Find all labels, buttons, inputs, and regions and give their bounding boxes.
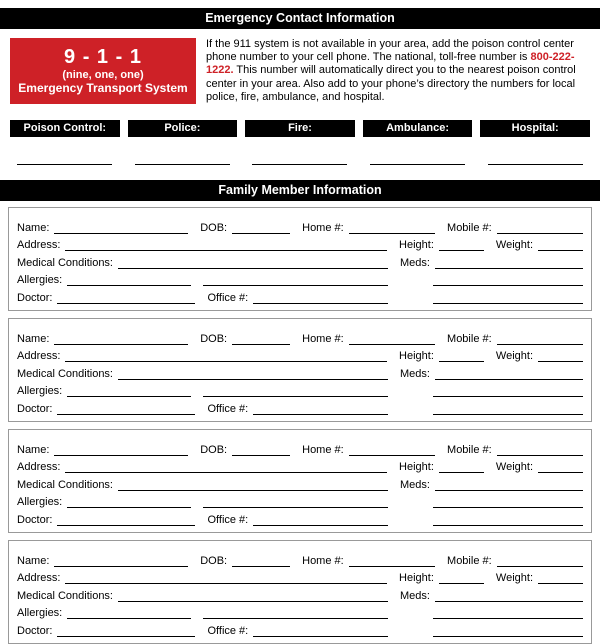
poison-control-fill-line bbox=[17, 164, 112, 165]
meds-label: Meds: bbox=[400, 478, 430, 491]
meds-continuation-line-1 bbox=[433, 617, 583, 619]
badge-911-number: 9 - 1 - 1 bbox=[64, 46, 142, 69]
family-member-box bbox=[8, 540, 592, 644]
address-label: Address: bbox=[17, 461, 61, 474]
contact-label-poison-control: Poison Control: bbox=[10, 120, 120, 137]
address-label: Address: bbox=[17, 350, 61, 363]
height-fill-line bbox=[439, 360, 484, 362]
meds-fill-line bbox=[435, 267, 583, 269]
member-row-address-height-weight bbox=[17, 345, 583, 363]
doctor-label: Doctor: bbox=[17, 513, 53, 526]
address-label: Address: bbox=[17, 572, 61, 585]
meds-continuation-line-1 bbox=[433, 506, 583, 508]
weight-label: Weight: bbox=[495, 572, 533, 585]
dob-label: DOB: bbox=[200, 443, 228, 456]
medical-conditions-fill-line bbox=[118, 378, 388, 380]
member-row-medical-meds bbox=[17, 251, 583, 269]
name-label: Name: bbox=[17, 443, 50, 456]
weight-label: Weight: bbox=[495, 239, 533, 252]
allergies-extra-fill-line bbox=[203, 395, 388, 397]
member-row-address-height-weight bbox=[17, 567, 583, 585]
member-row-doctor-office bbox=[17, 397, 583, 415]
doctor-fill-line bbox=[57, 524, 195, 526]
height-label: Height: bbox=[399, 572, 434, 585]
meds-continuation-line-2 bbox=[433, 413, 583, 415]
allergies-label: Allergies: bbox=[17, 496, 63, 509]
member-row-allergies bbox=[17, 602, 583, 620]
weight-fill-line bbox=[538, 360, 583, 362]
address-fill-line bbox=[65, 249, 387, 251]
allergies-label: Allergies: bbox=[17, 274, 63, 287]
doctor-label: Doctor: bbox=[17, 402, 53, 415]
address-label: Address: bbox=[17, 239, 61, 252]
home-phone-fill-line bbox=[349, 454, 435, 456]
meds-continuation-line-2 bbox=[433, 302, 583, 304]
contact-label-fire: Fire: bbox=[245, 120, 355, 137]
meds-label: Meds: bbox=[400, 367, 430, 380]
police-fill-line bbox=[135, 164, 230, 165]
badge-911-subtitle: Emergency Transport System bbox=[18, 80, 188, 95]
intro-row bbox=[10, 38, 590, 104]
name-fill-line bbox=[54, 343, 188, 345]
weight-fill-line bbox=[538, 582, 583, 584]
dob-label: DOB: bbox=[200, 221, 228, 234]
meds-continuation-line-1 bbox=[433, 395, 583, 397]
address-fill-line bbox=[65, 582, 387, 584]
mobile-phone-fill-line bbox=[497, 454, 583, 456]
mobile-phone-fill-line bbox=[497, 565, 583, 567]
emergency-contact-form-page bbox=[0, 8, 600, 637]
fire-fill-line bbox=[252, 164, 347, 165]
badge-911 bbox=[10, 38, 196, 104]
section-header-emergency-contact bbox=[0, 8, 600, 29]
poison-control-phone-number: 800-222-1222. bbox=[206, 51, 575, 77]
allergies-fill-line bbox=[67, 506, 191, 508]
dob-label: DOB: bbox=[200, 332, 228, 345]
contact-label-hospital: Hospital: bbox=[480, 120, 590, 137]
home-phone-fill-line bbox=[349, 343, 435, 345]
doctor-fill-line bbox=[57, 413, 195, 415]
meds-continuation-line-2 bbox=[433, 524, 583, 526]
dob-fill-line bbox=[232, 343, 290, 345]
medical-conditions-label: Medical Conditions: bbox=[17, 478, 113, 491]
allergies-extra-fill-line bbox=[203, 284, 388, 286]
member-row-allergies bbox=[17, 380, 583, 398]
home-phone-label: Home #: bbox=[302, 554, 344, 567]
dob-fill-line bbox=[232, 454, 290, 456]
family-member-box bbox=[8, 207, 592, 311]
height-label: Height: bbox=[399, 461, 434, 474]
intro-text-before: If the 911 system is not available in your area, add the poison control center phone number to your cell phone. The national, toll-free number is bbox=[206, 38, 574, 64]
medical-conditions-fill-line bbox=[118, 267, 388, 269]
member-row-name-dob-phones bbox=[17, 327, 583, 345]
member-row-address-height-weight bbox=[17, 234, 583, 252]
mobile-phone-label: Mobile #: bbox=[447, 443, 492, 456]
family-section-title: Family Member Information bbox=[218, 183, 382, 198]
allergies-fill-line bbox=[67, 617, 191, 619]
home-phone-label: Home #: bbox=[302, 221, 344, 234]
name-label: Name: bbox=[17, 221, 50, 234]
office-phone-label: Office #: bbox=[207, 291, 249, 304]
allergies-extra-fill-line bbox=[203, 506, 388, 508]
member-row-medical-meds bbox=[17, 362, 583, 380]
contact-label-ambulance: Ambulance: bbox=[363, 120, 473, 137]
doctor-label: Doctor: bbox=[17, 291, 53, 304]
home-phone-label: Home #: bbox=[302, 443, 344, 456]
mobile-phone-label: Mobile #: bbox=[447, 332, 492, 345]
member-row-allergies bbox=[17, 491, 583, 509]
member-row-doctor-office bbox=[17, 508, 583, 526]
medical-conditions-label: Medical Conditions: bbox=[17, 589, 113, 602]
allergies-fill-line bbox=[67, 284, 191, 286]
height-fill-line bbox=[439, 249, 484, 251]
member-row-medical-meds bbox=[17, 584, 583, 602]
meds-fill-line bbox=[435, 489, 583, 491]
office-phone-fill-line bbox=[253, 413, 388, 415]
contact-labels-row bbox=[10, 120, 590, 137]
name-fill-line bbox=[54, 565, 188, 567]
meds-fill-line bbox=[435, 600, 583, 602]
badge-911-caption: (nine, one, one) bbox=[62, 69, 144, 82]
member-row-doctor-office bbox=[17, 286, 583, 304]
hospital-fill-line bbox=[488, 164, 583, 165]
ambulance-fill-line bbox=[370, 164, 465, 165]
height-fill-line bbox=[439, 471, 484, 473]
doctor-label: Doctor: bbox=[17, 624, 53, 637]
member-row-name-dob-phones bbox=[17, 549, 583, 567]
name-label: Name: bbox=[17, 332, 50, 345]
mobile-phone-label: Mobile #: bbox=[447, 554, 492, 567]
family-member-box bbox=[8, 429, 592, 533]
allergies-label: Allergies: bbox=[17, 385, 63, 398]
meds-label: Meds: bbox=[400, 256, 430, 269]
meds-fill-line bbox=[435, 378, 583, 380]
section-header-family-member bbox=[0, 180, 600, 201]
doctor-fill-line bbox=[57, 302, 195, 304]
office-phone-fill-line bbox=[253, 524, 388, 526]
section-title: Emergency Contact Information bbox=[205, 11, 395, 25]
office-phone-label: Office #: bbox=[207, 402, 249, 415]
name-fill-line bbox=[54, 232, 188, 234]
member-row-doctor-office bbox=[17, 619, 583, 637]
dob-fill-line bbox=[232, 232, 290, 234]
intro-paragraph bbox=[206, 38, 590, 104]
weight-label: Weight: bbox=[495, 461, 533, 474]
contact-label-police: Police: bbox=[128, 120, 238, 137]
allergies-fill-line bbox=[67, 395, 191, 397]
address-fill-line bbox=[65, 471, 387, 473]
member-row-medical-meds bbox=[17, 473, 583, 491]
dob-label: DOB: bbox=[200, 554, 228, 567]
height-label: Height: bbox=[399, 239, 434, 252]
medical-conditions-label: Medical Conditions: bbox=[17, 367, 113, 380]
height-fill-line bbox=[439, 582, 484, 584]
medical-conditions-fill-line bbox=[118, 600, 388, 602]
meds-continuation-line-1 bbox=[433, 284, 583, 286]
office-phone-fill-line bbox=[253, 302, 388, 304]
member-row-name-dob-phones bbox=[17, 216, 583, 234]
member-row-name-dob-phones bbox=[17, 438, 583, 456]
meds-continuation-line-2 bbox=[433, 635, 583, 637]
medical-conditions-label: Medical Conditions: bbox=[17, 256, 113, 269]
intro-text-after: This number will automatically direct you to the nearest poison control center in your area. Also add to your phone’s directory the numbers for local police, fire, ambulance, and hospital. bbox=[206, 64, 576, 103]
doctor-fill-line bbox=[57, 635, 195, 637]
member-row-address-height-weight bbox=[17, 456, 583, 474]
mobile-phone-label: Mobile #: bbox=[447, 221, 492, 234]
weight-label: Weight: bbox=[495, 350, 533, 363]
address-fill-line bbox=[65, 360, 387, 362]
family-member-box bbox=[8, 318, 592, 422]
name-fill-line bbox=[54, 454, 188, 456]
dob-fill-line bbox=[232, 565, 290, 567]
weight-fill-line bbox=[538, 471, 583, 473]
office-phone-label: Office #: bbox=[207, 513, 249, 526]
mobile-phone-fill-line bbox=[497, 232, 583, 234]
weight-fill-line bbox=[538, 249, 583, 251]
home-phone-fill-line bbox=[349, 565, 435, 567]
family-members-list bbox=[8, 207, 592, 644]
home-phone-fill-line bbox=[349, 232, 435, 234]
mobile-phone-fill-line bbox=[497, 343, 583, 345]
home-phone-label: Home #: bbox=[302, 332, 344, 345]
member-row-allergies bbox=[17, 269, 583, 287]
office-phone-fill-line bbox=[253, 635, 388, 637]
name-label: Name: bbox=[17, 554, 50, 567]
height-label: Height: bbox=[399, 350, 434, 363]
meds-label: Meds: bbox=[400, 589, 430, 602]
allergies-label: Allergies: bbox=[17, 607, 63, 620]
office-phone-label: Office #: bbox=[207, 624, 249, 637]
contact-fill-lines-row bbox=[10, 164, 590, 165]
allergies-extra-fill-line bbox=[203, 617, 388, 619]
medical-conditions-fill-line bbox=[118, 489, 388, 491]
